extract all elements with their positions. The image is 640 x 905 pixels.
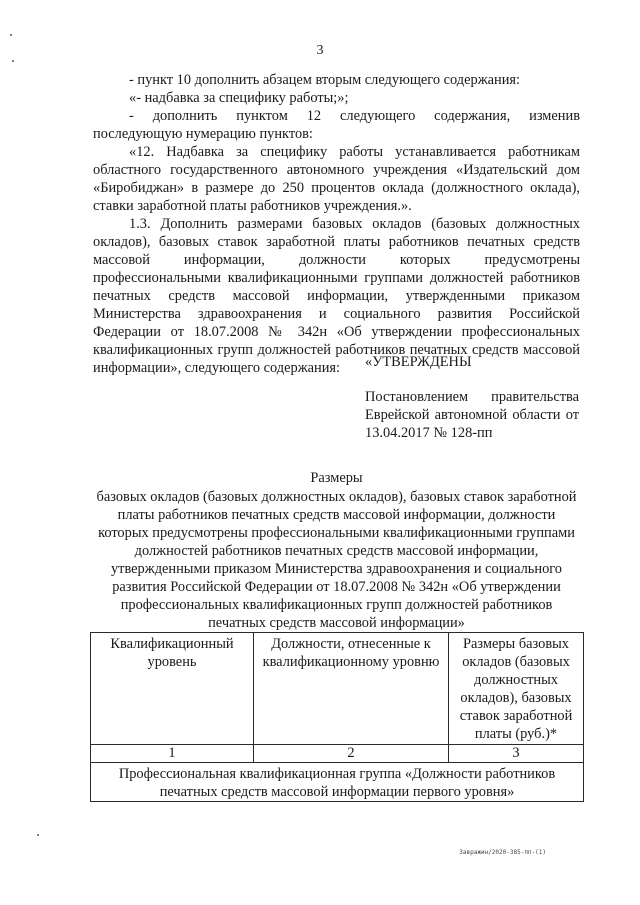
page-number: 3 (316, 43, 324, 58)
paragraph-item-12-text: «12. Надбавка за специфику работы устанавливается работникам областного государственного автономного учреждения «Издательский дом «Биробиджан» в размере до 250 процентов оклада (должностного оклада), ставки заработной платы работников учреждения.». (93, 144, 580, 214)
table-column-numbers-row (91, 745, 584, 763)
paragraph-1-3: 1.3. Дополнить размерами базовых окладов (базовых должностных окладов), базовых ставок заработной платы работников печатных средств массовой информации, должности которых предусмотрены профессиональными квалификационными группами должностей работников печатных средств массовой информации, утвержденными приказом Министерства здравоохранения и социального развития Российской Федерации от 18.07.2008 № 342н «Об утверждении профессиональных квалификационных групп должностей работников печатных средств массовой информации», следующего содержания: (93, 216, 580, 376)
paragraph-item-12-intro: - дополнить пунктом 12 следующего содержания, изменив последующую нумерацию пунктов: (93, 108, 580, 142)
header-qualification-level: Квалификационный уровень (91, 633, 254, 745)
scan-speck (37, 834, 39, 836)
approval-block (365, 353, 579, 442)
salary-table (90, 632, 584, 802)
document-body (93, 71, 580, 377)
table-heading: Размеры (310, 470, 363, 486)
qualification-group-title: Профессиональная квалификационная группа «Должности работников печатных средств массовой информации первого уровня» (91, 763, 584, 802)
column-number-1: 1 (91, 745, 254, 763)
column-number-2: 2 (254, 745, 449, 763)
document-id: Завражин/2020-385-пп-(1) (459, 849, 546, 856)
table-header-row (91, 633, 584, 745)
scan-speck (10, 34, 12, 36)
paragraph-item-10: - пункт 10 дополнить абзацем вторым следующего содержания: (129, 72, 521, 88)
header-salary-amounts: Размеры базовых окладов (базовых должностных окладов), базовых ставок заработной платы (руб.)* (449, 633, 584, 745)
paragraph-bonus-quote: «- надбавка за специфику работы;»; (129, 90, 349, 106)
approval-detail: Постановлением правительства Еврейской автономной области от 13.04.2017 № 128-пп (365, 389, 579, 441)
table-subtitle: базовых окладов (базовых должностных окладов), базовых ставок заработной платы работников печатных средств массовой информации, должности которых предусмотрены профессиональными квалификационными группами должностей работников печатных средств массовой информации, утвержденными приказом Министерства здравоохранения и социального развития Российской Федерации от 18.07.2008 № 342н «Об утверждении профессиональных квалификационных групп должностей работников печатных средств массовой информации» (96, 489, 577, 631)
approval-header: «УТВЕРЖДЕНЫ (365, 354, 472, 370)
table-title (93, 469, 580, 632)
scan-speck (12, 60, 14, 62)
column-number-3: 3 (449, 745, 584, 763)
table-group-row (91, 763, 584, 802)
header-positions: Должности, отнесенные к квалификационному уровню (254, 633, 449, 745)
